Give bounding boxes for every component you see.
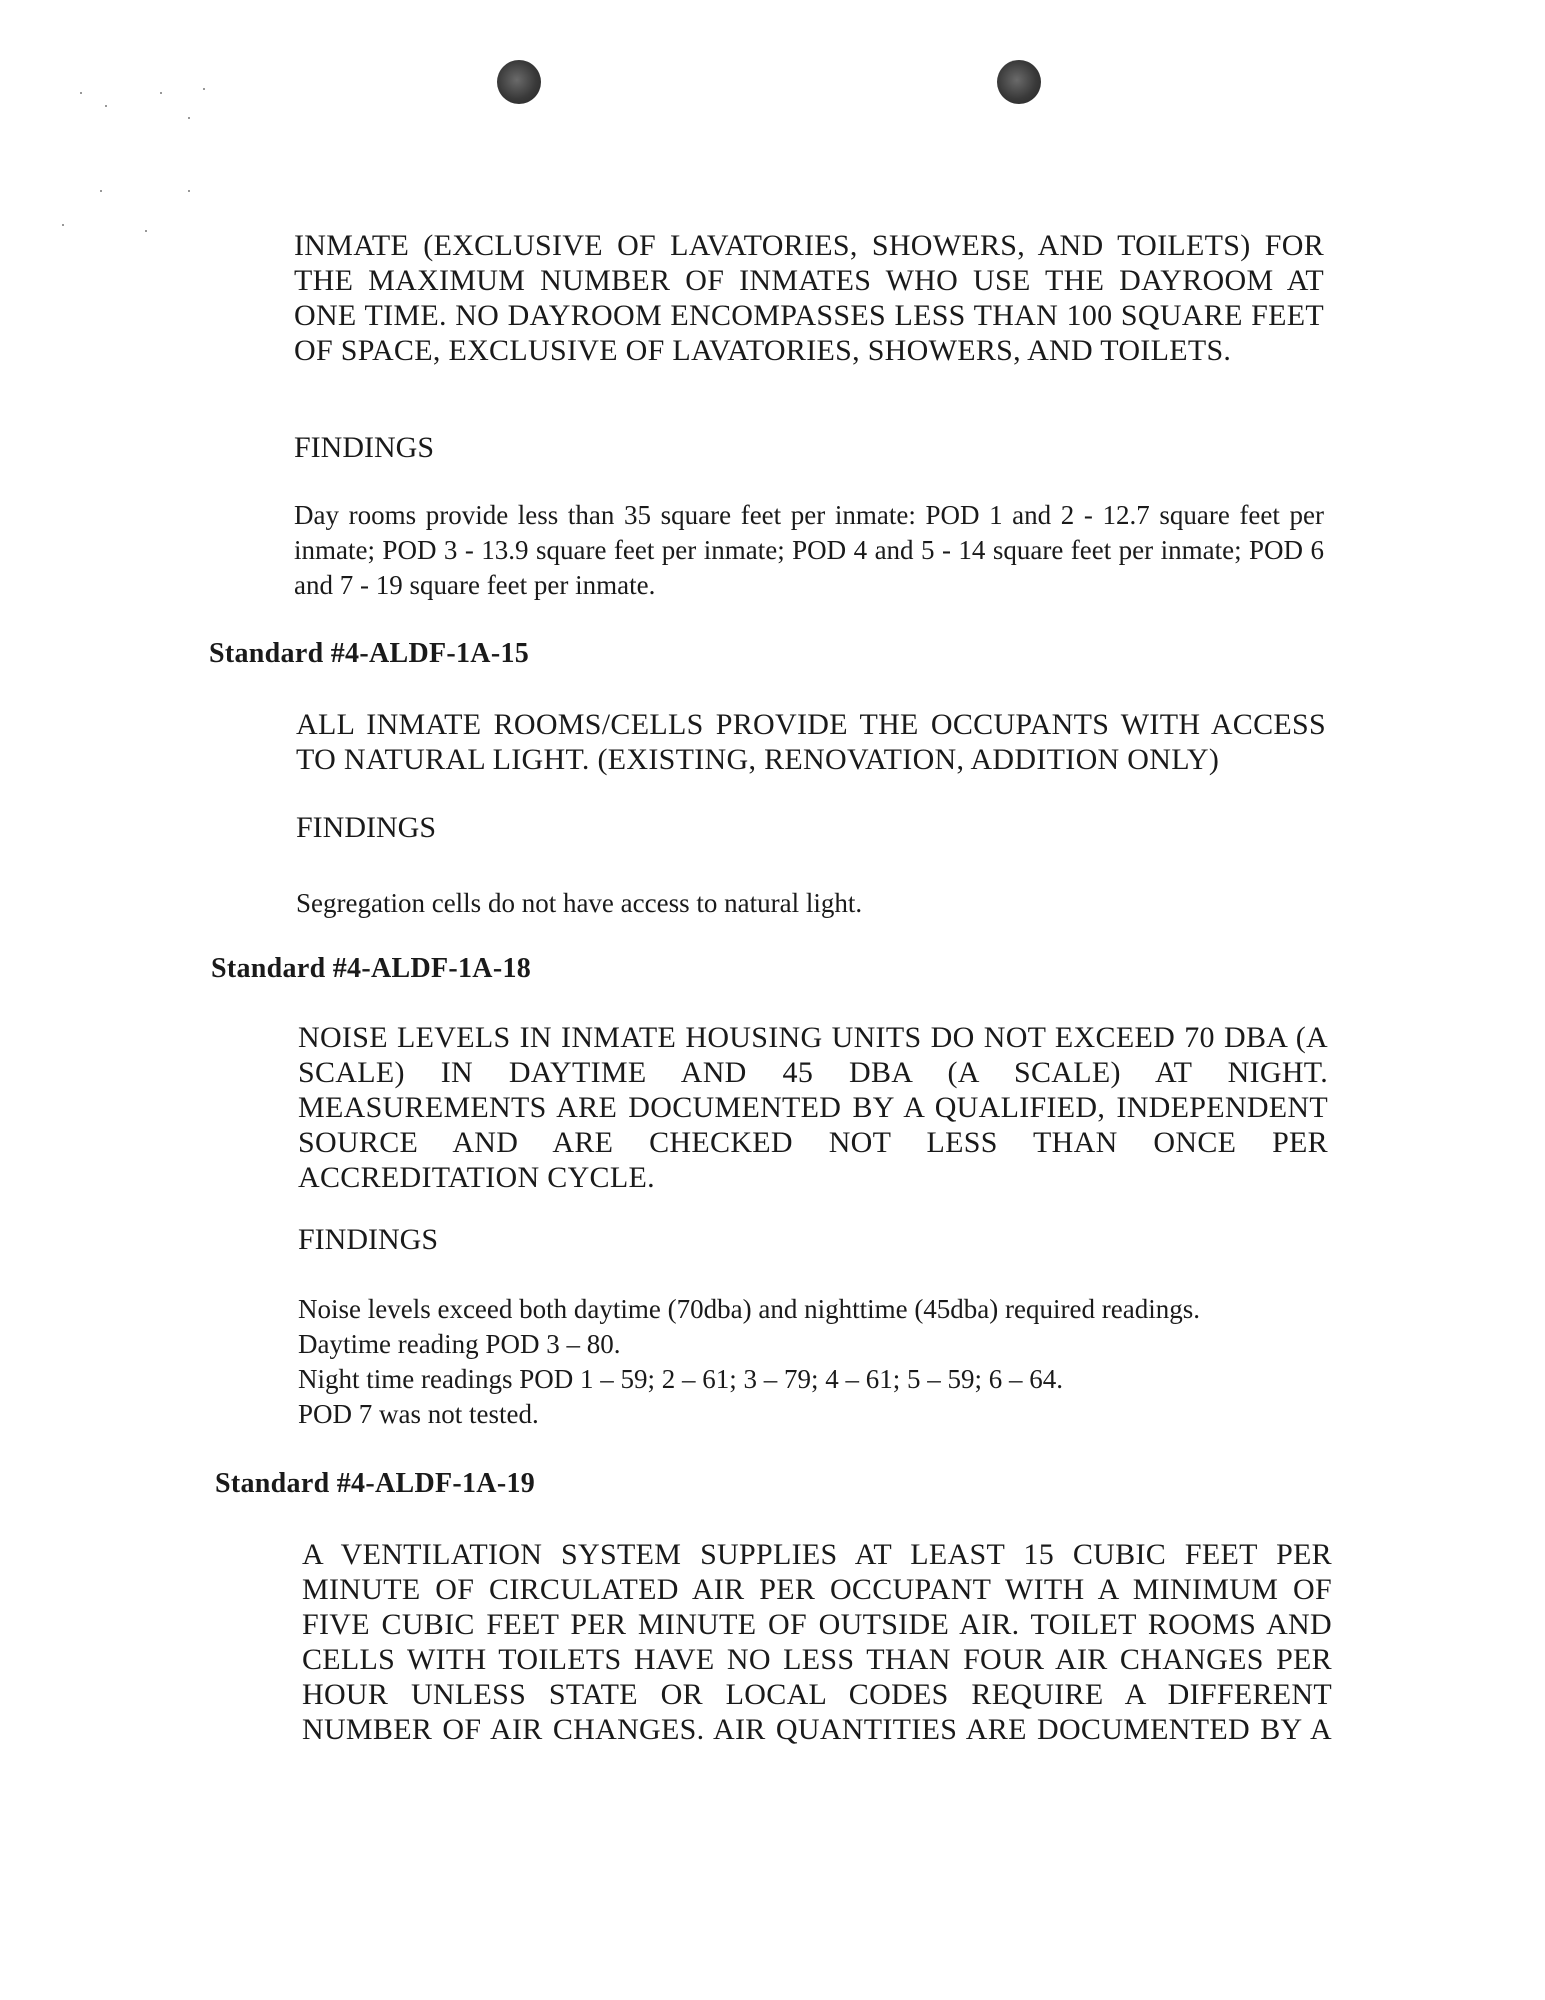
findings-label-block <box>296 810 436 845</box>
findings-label: FINDINGS <box>294 431 435 464</box>
intro-finding-block <box>294 498 1324 603</box>
scan-speck <box>160 92 162 94</box>
standard-text: NOISE LEVELS IN INMATE HOUSING UNITS DO NOT EXCEED 70 DBA (A SCALE) IN DAYTIME AND 45 DBA (A SCALE) AT NIGHT. MEASUREMENTS ARE DOCUMENTED BY A QUALIFIED, INDEPENDENT SOURCE AND ARE CHECKED NOT LESS THAN ONCE PER ACCREDITATION CYCLE. <box>298 1021 1328 1194</box>
intro-section <box>294 228 1324 368</box>
scan-speck <box>145 230 147 232</box>
scan-speck <box>100 190 102 192</box>
finding-line: POD 7 was not tested. <box>298 1399 539 1429</box>
intro-findings-label-block <box>294 430 434 465</box>
scan-speck <box>80 92 82 94</box>
standard-heading: Standard #4-ALDF-1A-15 <box>209 638 530 669</box>
finding-line: Daytime reading POD 3 – 80. <box>298 1329 621 1359</box>
scan-speck <box>62 224 64 226</box>
finding-text: Day rooms provide less than 35 square feet per inmate: POD 1 and 2 - 12.7 square feet per inmate; POD 3 - 13.9 square feet per inmate; POD 4 and 5 - 14 square feet per inmate; POD 6 and 7 - 19 square feet per inmate. <box>294 500 1324 600</box>
standard-heading: Standard #4-ALDF-1A-18 <box>211 953 532 984</box>
finding-block <box>296 886 1326 921</box>
standard-text: A VENTILATION SYSTEM SUPPLIES AT LEAST 15 CUBIC FEET PER MINUTE OF CIRCULATED AIR PER OCCUPANT WITH A MINIMUM OF FIVE CUBIC FEET PER MINUTE OF OUTSIDE AIR. TOILET ROOMS AND CELLS WITH TOILETS HAVE NO LESS THAN FOUR AIR CHANGES PER HOUR UNLESS STATE OR LOCAL CODES REQUIRE A DIFFERENT NUMBER OF AIR CHANGES. AIR QUANTITIES ARE DOCUMENTED BY A <box>302 1538 1332 1746</box>
scan-speck <box>203 88 205 90</box>
standard-heading-block <box>209 638 529 670</box>
findings-label-block <box>298 1222 438 1257</box>
standard-heading-block <box>215 1468 535 1500</box>
finding-line: Night time readings POD 1 – 59; 2 – 61; 3 – 79; 4 – 61; 5 – 59; 6 – 64. <box>298 1364 1063 1394</box>
punch-hole-left <box>497 60 541 104</box>
findings-label: FINDINGS <box>296 811 437 844</box>
standard-text: ALL INMATE ROOMS/CELLS PROVIDE THE OCCUPANTS WITH ACCESS TO NATURAL LIGHT. (EXISTING, RENOVATION, ADDITION ONLY) <box>296 708 1326 776</box>
standard-heading-block <box>211 953 531 985</box>
standard-text-block <box>298 1020 1328 1195</box>
standard-text-block <box>296 707 1326 777</box>
scan-speck <box>188 117 190 119</box>
finding-text: Segregation cells do not have access to natural light. <box>296 888 863 918</box>
findings-label: FINDINGS <box>298 1223 439 1256</box>
standard-heading: Standard #4-ALDF-1A-19 <box>215 1468 536 1499</box>
standard-text-block <box>302 1537 1332 1747</box>
finding-line: Noise levels exceed both daytime (70dba) and nighttime (45dba) required readings. <box>298 1294 1200 1324</box>
finding-lines-block <box>298 1292 1328 1432</box>
punch-hole-right <box>997 60 1041 104</box>
intro-standard-text: INMATE (EXCLUSIVE OF LAVATORIES, SHOWERS, AND TOILETS) FOR THE MAXIMUM NUMBER OF INMATES WHO USE THE DAYROOM AT ONE TIME. NO DAYROOM ENCOMPASSES LESS THAN 100 SQUARE FEET OF SPACE, EXCLUSIVE OF LAVATORIES, SHOWERS, AND TOILETS. <box>294 229 1324 367</box>
scan-speck <box>105 105 107 107</box>
scan-speck <box>188 190 190 192</box>
